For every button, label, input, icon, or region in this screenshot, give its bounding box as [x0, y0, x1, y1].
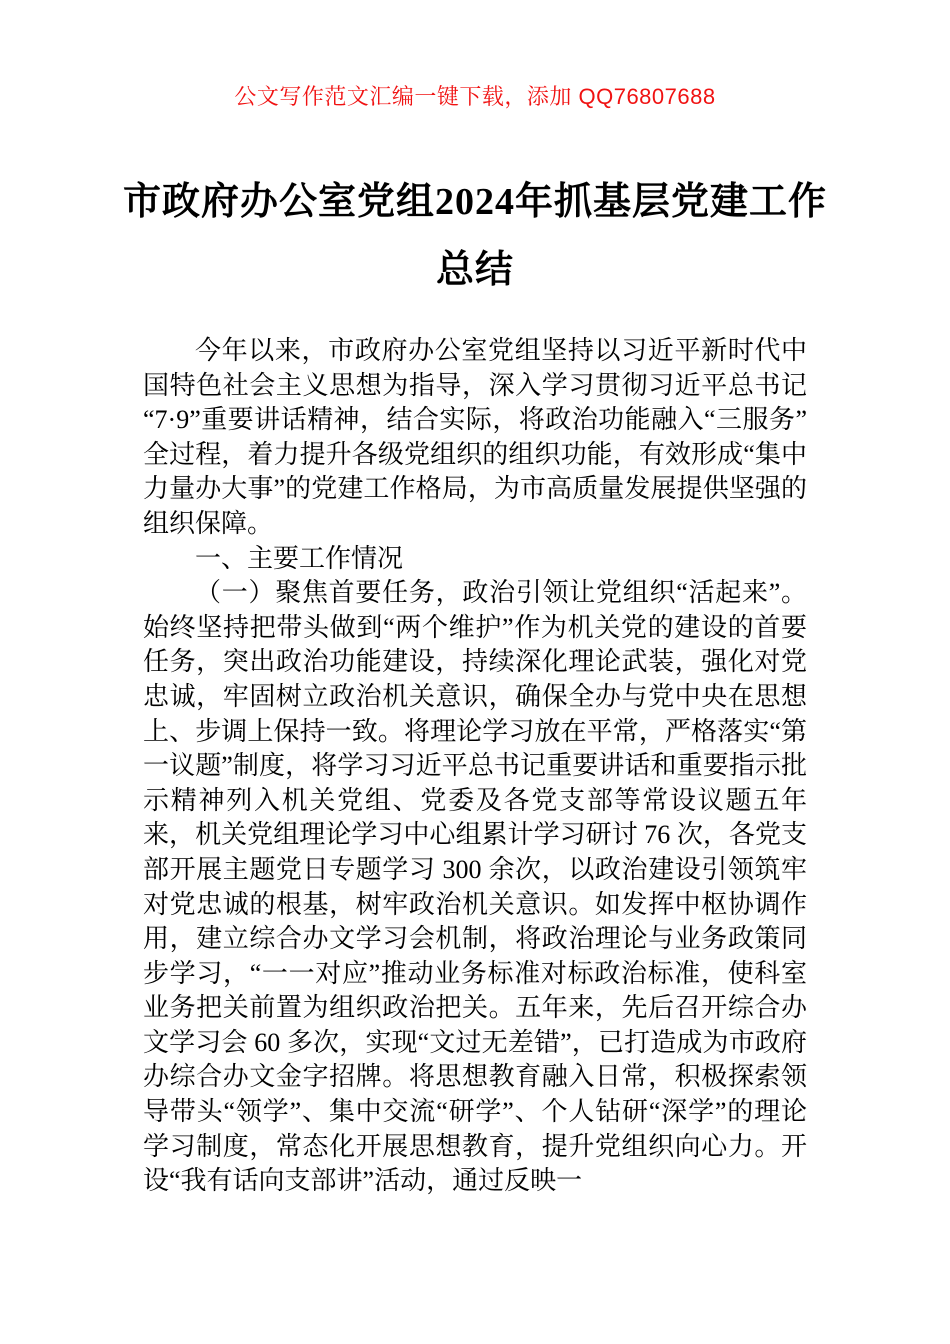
- document-title: [120, 168, 830, 304]
- document-title-line-1: 市政府办公室党组2024年抓基层党建工作: [122, 181, 827, 223]
- section-paragraph: （一）聚焦首要任务，政治引领让党组织“活起来”。始终坚持把带头做到“两个维护”作为机关党的建设的首要任务，突出政治功能建设，持续深化理论武装，强化对党忠诚，牢固树立政治机关意识，确保全办与党中央在思想上、步调上保持一致。将理论学习放在平常，严格落实“第一议题”制度，将学习习近平总书记重要讲话和重要指示批示精神列入机关党组、党委及各党支部等常设议题五年来，机关党组理论学习中心组累计学习研讨 76 次，各党支部开展主题党日专题学习 300 余次，以政治建设引领筑牢对党忠诚的根基，树牢政治机关意识。如发挥中枢协调作用，建立综合办文学习会机制，将政治理论与业务政策同步学习，“一一对应”推动业务标准对标政治标准，使科室业务把关前置为组织政治把关。五年来，先后召开综合办文学习会 60 多次，实现“文过无差错”，已打造成为市政府办综合办文金字招牌。将思想教育融入日常，积极探索领导带头“领学”、集中交流“研学”、个人钻研“深学”的理论学习制度，常态化开展思想教育，提升党组织向心力。开设“我有话向支部讲”活动，通过反映一: [143, 578, 807, 1196]
- document-body: [143, 334, 807, 1199]
- document-title-line-2: 总结: [435, 249, 514, 291]
- promo-header-note: 公文写作范文汇编一键下载，添加 QQ76807688: [234, 84, 716, 109]
- intro-paragraph: 今年以来，市政府办公室党组坚持以习近平新时代中国特色社会主义思想为指导，深入学习贯彻习近平总书记“7·9”重要讲话精神，结合实际，将政治功能融入“三服务”全过程，着力提升各级党组织的组织功能，有效形成“集中力量办大事”的党建工作格局，为市高质量发展提供坚强的组织保障。: [143, 336, 807, 538]
- section-heading: 一、主要工作情况: [195, 543, 404, 573]
